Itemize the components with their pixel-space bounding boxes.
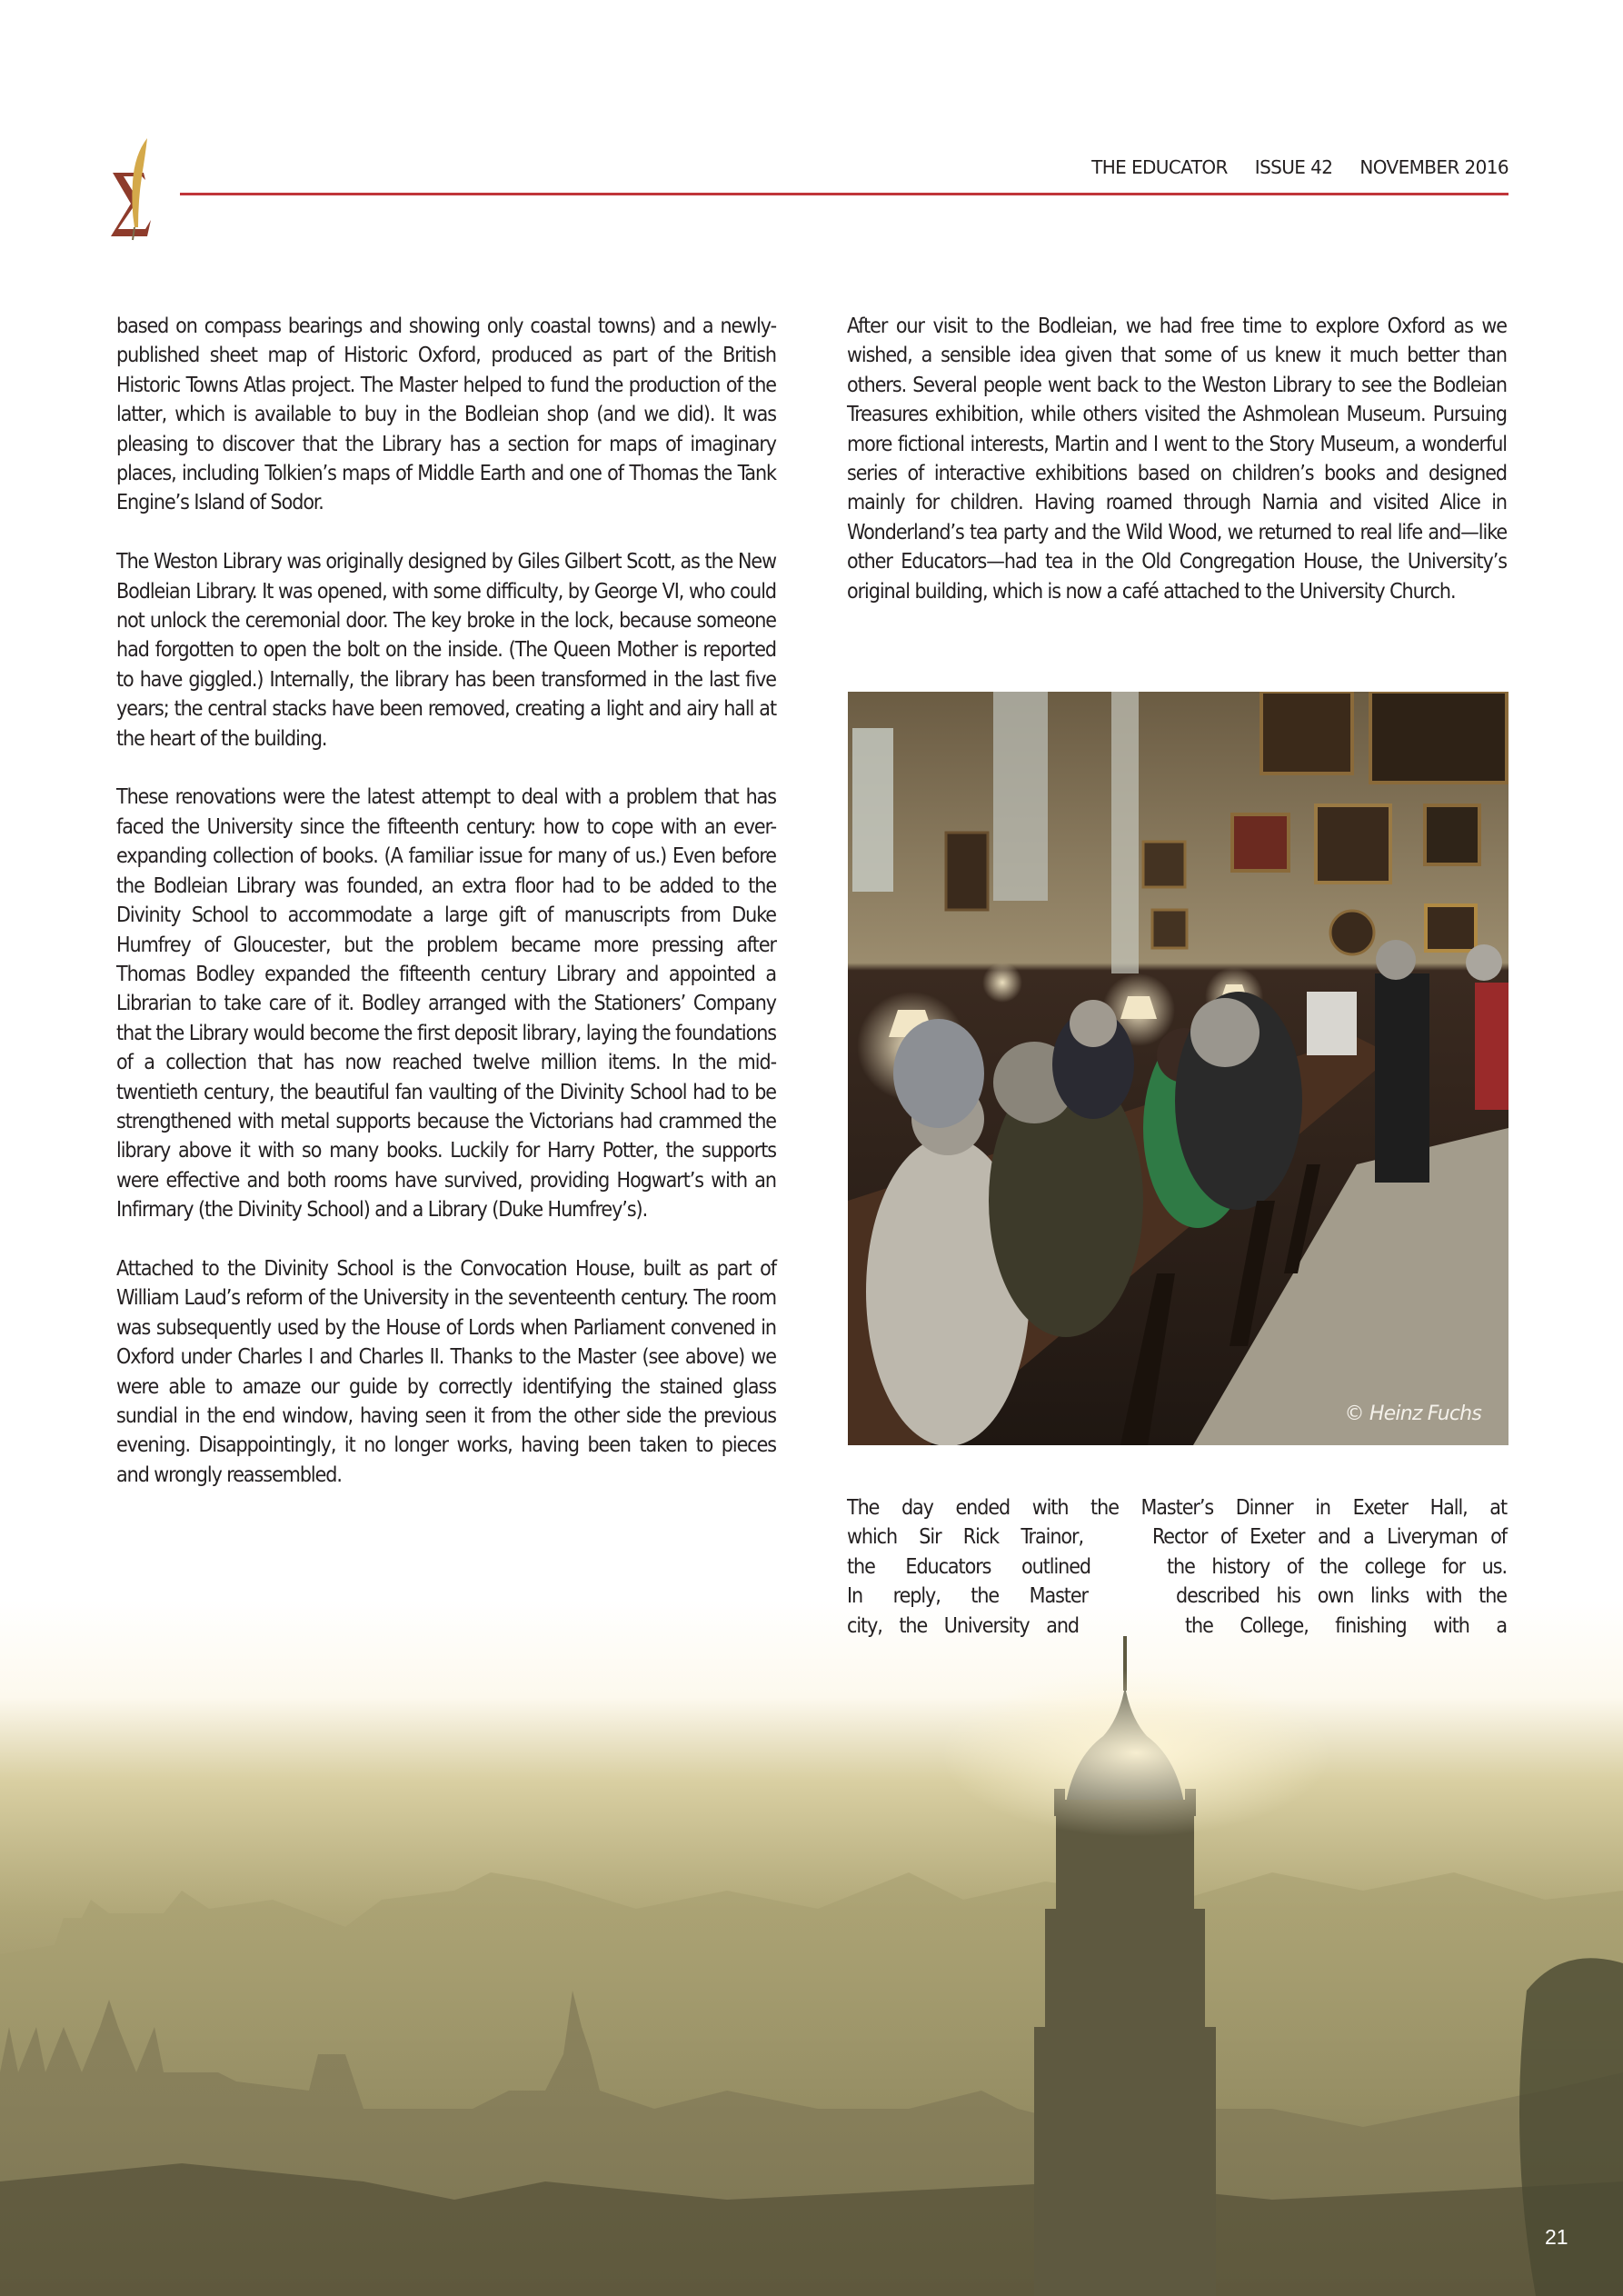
line-left: which Sir Rick Trainor, <box>847 1525 1083 1550</box>
paragraph: These renovations were the latest attempt to deal with a problem that has faced the University since the fifteenth century: how to cope with an ever-expanding collection of books. (A familiar issue for many of us.) Even before the Bodleian Library was founded, an extra floor had to be added to the Divinity School to accommodate a large gift of manuscripts from Duke Humfrey of Gloucester, but the problem became more pressing after Thomas Bodley expanded the fifteenth century Library and appointed a Librarian to take care of it. Bodley arranged with the Stationers’ Company that the Library would become the first deposit library, laying the foundations of a collection that has now reached twelve million items. In the mid-twentieth century, the beautiful fan vaulting of the Divinity School had to be strengthened with metal supports because the Victorians had crammed the library above it with so many books. Luckily for Harry Potter, the supports were effective and both rooms have survived, providing Hogwart’s with an Infirmary (the Divinity School) and a Library (Duke Humfrey’s). <box>116 785 776 1223</box>
paragraph: The Weston Library was originally designed by Giles Gilbert Scott, as the New Bodleian Library. It was opened, with some difficulty, by George VI, who could not unlock the ceremonial door. The key broke in the lock, because someone had forgotten to open the bolt on the inside. (The Queen Mother is reported to have giggled.) Internally, the library has been transformed in the last five years; the central stacks have been removed, creating a light and airy hall at the heart of the building. <box>116 550 776 751</box>
publication-name: THE EDUCATOR <box>1091 156 1228 178</box>
text-line <box>847 1522 1507 1552</box>
paragraph: Attached to the Divinity School is the Convocation House, built as part of William Laud’s reform of the University in the seventeenth century. The room was subsequently used by the House of Lords when Parliament convened in Oxford under Charles I and Charles II. Thanks to the Master (see above) we were able to amaze our guide by correctly identifying the stained glass sundial in the end window, having seen it from the other side the previous evening. Disappointingly, it no longer works, having been taken to pieces and wrongly reassembled. <box>116 1256 776 1487</box>
dining-hall-photo <box>848 692 1508 1445</box>
skyline-illustration <box>0 1600 1623 2296</box>
header-rule <box>180 193 1508 195</box>
line-right: described his own links with the <box>1176 1584 1507 1609</box>
text-line <box>847 1493 1507 1522</box>
line-right: the history of the college for us. <box>1167 1554 1507 1579</box>
line-left: the Educators outlined <box>847 1554 1090 1579</box>
line-left: city, the University and <box>847 1613 1079 1638</box>
text-line <box>847 1582 1507 1611</box>
dining-hall-illustration <box>848 692 1508 1445</box>
issue-date: NOVEMBER 2016 <box>1359 156 1508 178</box>
header-meta <box>1091 156 1508 178</box>
text-line <box>847 1552 1507 1582</box>
quill-monogram-icon <box>107 136 164 242</box>
right-column <box>847 312 1507 635</box>
line-text: The day ended with the Master’s Dinner in Exeter Hall, at <box>847 1496 1507 1520</box>
page-number: 21 <box>1545 2225 1568 2249</box>
line-left: In reply, the Master <box>847 1584 1088 1609</box>
closing-paragraph <box>847 1493 1507 1641</box>
line-right: the College, finishing with a <box>1185 1613 1507 1638</box>
oxford-skyline-photo <box>0 1600 1623 2296</box>
left-column <box>116 312 776 1520</box>
text-line <box>847 1612 1507 1641</box>
line-right: Rector of Exeter and a Liveryman of <box>1152 1525 1507 1550</box>
issue-number: ISSUE 42 <box>1254 156 1333 178</box>
paragraph: After our visit to the Bodleian, we had free time to explore Oxford as we wished, a sensible idea given that some of us knew it much better than others. Several people went back to the Weston Library to see the Bodleian Treasures exhibition, while others visited the Ashmolean Museum. Pursuing more fictional interests, Martin and I went to the Story Museum, a wonderful series of interactive exhibitions based on children’s books and designed mainly for children. Having roamed through Narnia and visited Alice in Wonderland’s tea party and the Wild Wood, we returned to real life and—like other Educators—had tea in the Old Congregation House, the University’s original building, which is now a café attached to the University Church. <box>847 314 1507 604</box>
photo-credit: © Heinz Fuchs <box>1344 1403 1481 1425</box>
paragraph: based on compass bearings and showing only coastal towns) and a newly-published sheet map of Historic Oxford, produced as part of the British Historic Towns Atlas project. The Master helped to fund the production of the latter, which is available to buy in the Bodleian shop (and we did). It was pleasing to discover that the Library has a section for maps of imaginary places, including Tolkien’s maps of Middle Earth and one of Thomas the Tank Engine’s Island of Sodor. <box>116 314 776 515</box>
